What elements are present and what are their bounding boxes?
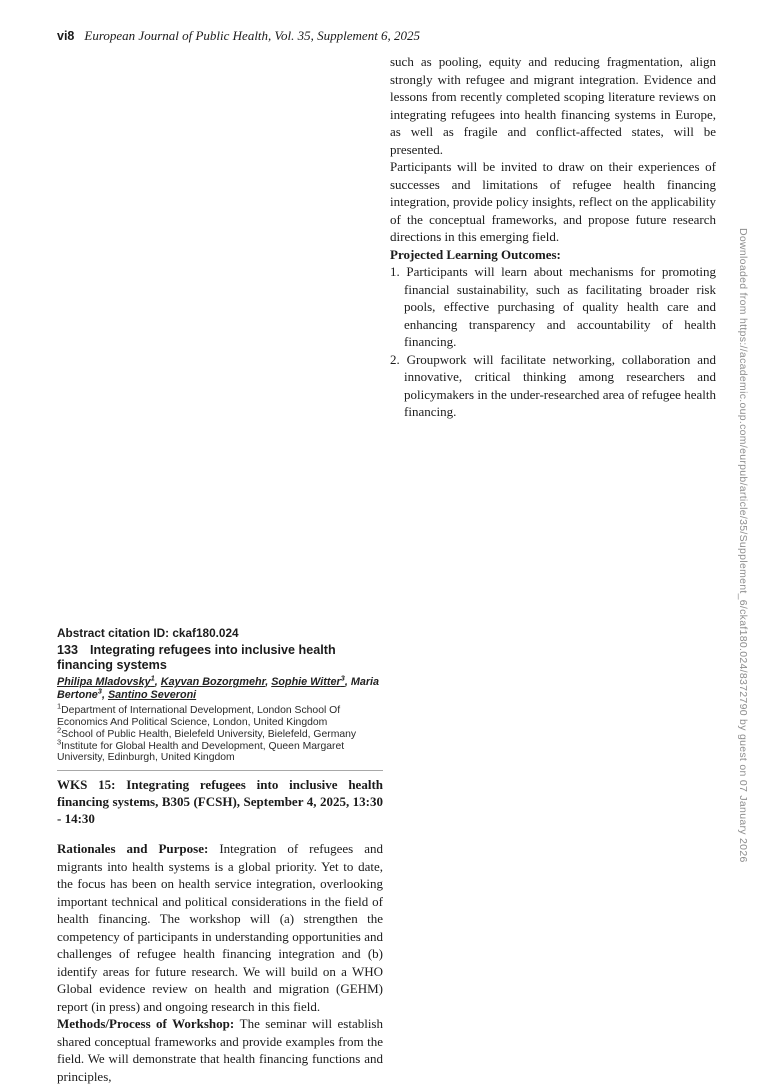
download-watermark: Downloaded from https://academic.oup.com/eurpub/article/35/Supplement_6/ckaf180.024/8372790 by guest on 07 January 2026 xyxy=(737,228,749,863)
author-name: Sophie Witter$^3$ xyxy=(271,673,345,689)
session-info: WKS 15: Integrating refugees into inclusive health financing systems, B305 (FCSH), September 4, 2025, 13:30 - 14:30 xyxy=(57,770,383,827)
abstract-number: 133 xyxy=(57,643,79,657)
affiliation-line: $^1$Department of International Development, London School Of Economics And Political Science, London, United Kingdom xyxy=(57,701,341,728)
running-head xyxy=(57,28,657,44)
author-name: Philipa Mladovsky$^1$ xyxy=(57,673,155,689)
paragraph-lead: Methods/Process of Workshop: xyxy=(57,1016,240,1032)
body-paragraph: such as pooling, equity and reducing fragmentation, align strongly with refugee and migrant integration. Evidence and lessons from recently completed scoping literature reviews on integrating refugees into health financing systems in Europe, as well as fragile and conflict-affected states, will be presented. xyxy=(390,54,716,157)
outcomes-list xyxy=(390,263,716,421)
body-paragraph: Participants will be invited to draw on their experiences of successes and limitations of refugee health financing integration, provide policy insights, reflect on the applicability of the conceptual frameworks, and propose future research directions in this emerging field. xyxy=(390,159,716,244)
author-name: Santino Severoni xyxy=(107,689,197,702)
journal-title: European Journal of Public Health, Vol. 35, Supplement 6, 2025 xyxy=(84,28,421,43)
right-column xyxy=(390,53,716,421)
body-paragraph: Methods/Process of Workshop: The seminar will establish shared conceptual frameworks and provide examples from the field. We will demonstrate that health financing functions and principles, xyxy=(57,1016,383,1084)
abstract-title xyxy=(57,643,357,672)
affiliations-list xyxy=(57,701,383,764)
left-column xyxy=(57,626,383,1085)
affiliation-line: $^3$Institute for Global Health and Development, Queen Margaret University, Edinburgh, United Kingdom xyxy=(57,737,345,764)
abstract-body xyxy=(57,840,383,1085)
authors-line: Philipa Mladovsky$^1$, Kayvan Bozorgmehr, Sophie Witter$^3$, Maria Bertone$^3$, Santino Severoni xyxy=(57,673,380,702)
outcomes-heading: Projected Learning Outcomes: xyxy=(390,246,561,262)
affiliation-line: $^2$School of Public Health, Bielefeld University, Bielefeld, Germany xyxy=(57,725,357,740)
outcome-item: 2. Groupwork will facilitate networking, collaboration and innovative, critical thinking among researchers and policymakers in the under-researched area of refugee health financing. xyxy=(390,351,717,419)
outcome-number: 1. xyxy=(390,264,407,279)
author-name: Maria Bertone$^3$ xyxy=(57,676,380,702)
abstract-header xyxy=(57,626,383,764)
right-column-paragraphs xyxy=(390,53,716,246)
page-number: vi8 xyxy=(57,29,75,43)
author-name: Kayvan Bozorgmehr xyxy=(160,676,266,689)
abstract-citation-id: Abstract citation ID: ckaf180.024 xyxy=(57,626,239,640)
paragraph-lead: Rationales and Purpose: xyxy=(57,841,220,857)
outcome-number: 2. xyxy=(390,351,407,367)
abstract-title-text: Integrating refugees into inclusive health financing systems xyxy=(57,643,336,672)
outcome-item: 1. Participants will learn about mechanisms for promoting financial sustainability, such as facilitating broader risk pools, effective purchasing of quality health care and enhancing transparency and accountability of health financing. xyxy=(390,264,716,349)
body-paragraph: Rationales and Purpose: Integration of refugees and migrants into health systems is a global priority. Yet to date, the focus has been on health service integration, overlooking important technical and political considerations in the field of health financing. The workshop will (a) strengthen the competency of participants in understanding opportunities and challenges of refugee health financing integration and (b) identify areas for future research. We will build on a WHO Global evidence review on health and migration (GEHM) report (in press) and ongoing research in this field. xyxy=(57,841,383,1014)
